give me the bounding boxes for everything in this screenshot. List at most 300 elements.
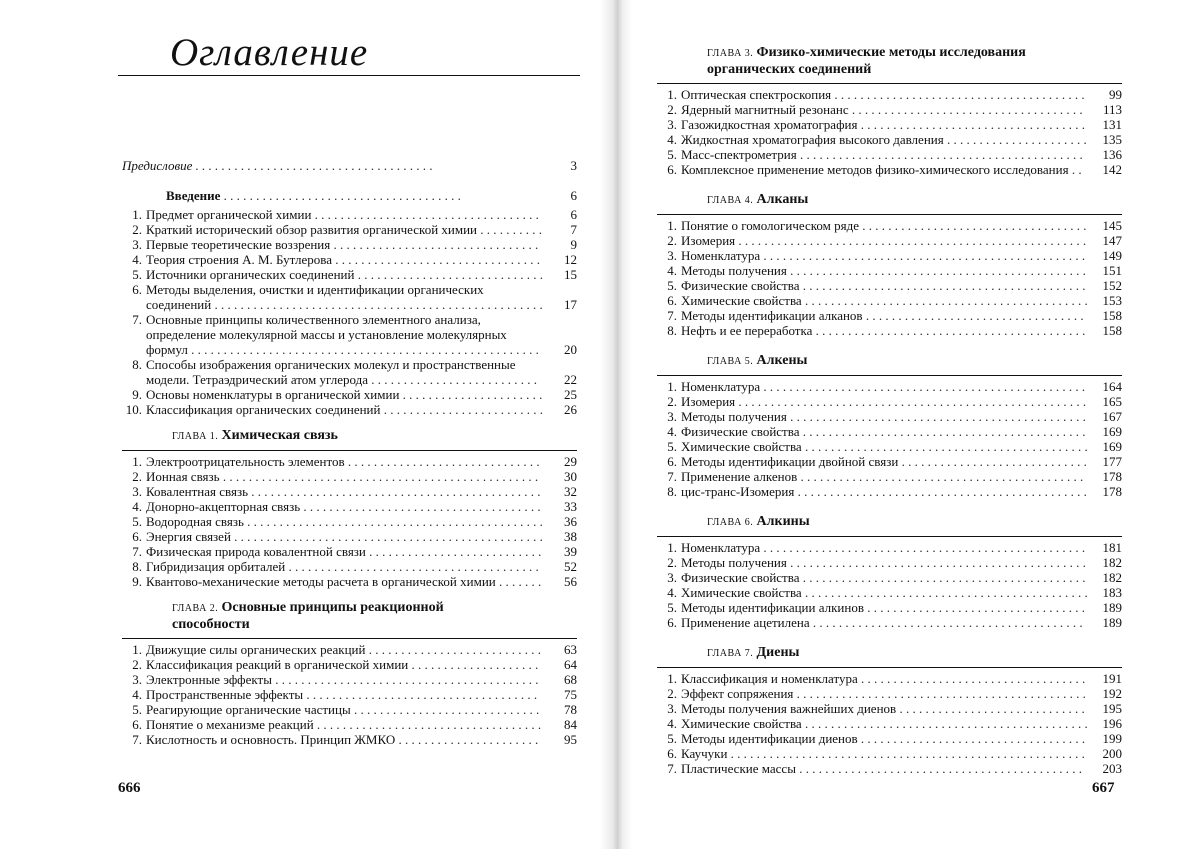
dot-leader: . . . . . . . . . . . . . . . . . . . . . . . . . . . . . . . . . . . . . . . . . . . .	[804, 439, 1088, 454]
toc-entry[interactable]	[657, 117, 1122, 132]
chapter-3-list	[657, 87, 1122, 177]
toc-entry[interactable]	[657, 162, 1122, 177]
toc-entry[interactable]	[657, 263, 1122, 278]
entry-title: Кислотность и основность. Принцип ЖМКО	[146, 732, 396, 747]
toc-entry[interactable]	[122, 499, 577, 514]
entry-page: 52	[564, 559, 577, 574]
toc-entry[interactable]	[657, 102, 1122, 117]
entry-number: 3.	[667, 117, 677, 132]
toc-entry[interactable]	[657, 409, 1122, 424]
entry-title: Движущие силы органических реакций	[146, 642, 366, 657]
chapter-5-rule	[657, 375, 1122, 376]
entry-number: 9.	[132, 574, 142, 589]
entry-title: Классификация реакций в органической химии	[146, 657, 409, 672]
toc-entry[interactable]	[657, 218, 1122, 233]
entry-title: Изомерия	[681, 233, 736, 248]
toc-entry[interactable]	[657, 469, 1122, 484]
entry-page: 189	[1102, 615, 1122, 630]
dot-leader: . . . . . . . . . . . . . . . . . . . . . . . . . . . . . . . . . . . . . . . . . . . . . . . . . .	[763, 248, 1086, 263]
dot-leader: . . . . . . . . . . . . . . . . . . . . . . . . . . . . . . . . . . .	[860, 731, 1086, 746]
entry-number: 5.	[667, 731, 677, 746]
page-title: Оглавление	[170, 31, 369, 74]
entry-number: 5.	[667, 600, 677, 615]
entry-page: 63	[564, 642, 577, 657]
chapter-1-rule	[122, 450, 577, 451]
entry-page: 192	[1102, 686, 1122, 701]
entry-number: 8.	[132, 357, 142, 372]
dot-leader: . . . . . . . . . . . . . . . . . . . . . . . . . . . . . . . . . . . . . . . . . . . . . . . . . . . . . . .	[730, 746, 1085, 761]
entry-title: Основные принципы количественного элементного анализа, определение молекулярной массы и установление молекулярных формул	[146, 312, 507, 357]
toc-entry[interactable]	[657, 454, 1122, 469]
toc-entry[interactable]	[657, 248, 1122, 263]
entry-title: Энергия связей	[146, 529, 231, 544]
title-rule	[118, 75, 580, 76]
preface-page: 3	[570, 158, 577, 173]
entry-page: 189	[1102, 600, 1122, 615]
toc-entry[interactable]	[657, 540, 1122, 555]
entry-number: 3.	[667, 570, 677, 585]
entry-title: Методы идентификации двойной связи	[681, 454, 899, 469]
entry-page: 164	[1102, 379, 1122, 394]
chapter-7-list	[657, 671, 1122, 776]
toc-entry[interactable]	[657, 147, 1122, 162]
toc-entry[interactable]	[122, 657, 577, 672]
toc-entry[interactable]	[122, 484, 577, 499]
entry-page: 38	[564, 529, 577, 544]
dot-leader: . . . . . . . . . . . . . . . . . . . . . . . . . . . . . . . . . . . . . . . . . . . .	[799, 147, 1083, 162]
entry-number: 7.	[132, 544, 142, 559]
toc-entry[interactable]	[657, 731, 1122, 746]
entry-page: 191	[1102, 671, 1122, 686]
entry-title: Пространственные эффекты	[146, 687, 304, 702]
toc-entry[interactable]	[122, 357, 577, 387]
entry-page: 169	[1102, 439, 1122, 454]
dot-leader: . . . . . . . . . . . . . . . . . . . . . . . . . . . . . . . . . . . . . . . . . .	[815, 323, 1086, 338]
toc-entry[interactable]	[657, 233, 1122, 248]
entry-number: 5.	[667, 439, 677, 454]
chapter-2-title: Основные принципы реакционной способности	[172, 600, 444, 632]
entry-number: 6.	[667, 746, 677, 761]
dot-leader: . . . . . . . . . . . . . . . . . . . . . . . . . . . . .	[357, 267, 543, 282]
entry-title: Первые теоретические воззрения	[146, 237, 331, 252]
entry-title: Ядерный магнитный резонанс	[681, 102, 849, 117]
toc-entry[interactable]	[122, 544, 577, 559]
toc-entry[interactable]	[657, 686, 1122, 701]
entry-number: 5.	[667, 278, 677, 293]
entry-title: Реагирующие органические частицы	[146, 702, 351, 717]
toc-entry[interactable]	[657, 761, 1122, 776]
dot-leader: . .	[1071, 162, 1082, 177]
entry-number: 1.	[667, 379, 677, 394]
dot-leader: . . . . . . . . . . . . . . . . . . . . . . . . . . . . . . . .	[333, 237, 539, 252]
toc-entry[interactable]	[657, 132, 1122, 147]
dot-leader: . . . . . . . . . . . . . . . . . . . . . . . . . . . . . . . . . . .	[314, 207, 539, 222]
dot-leader: . . . . . . . . . . . . . . . . . . . . . .	[946, 132, 1087, 147]
entry-page: 36	[564, 514, 577, 529]
entry-title: Гибридизация орбиталей	[146, 559, 286, 574]
entry-page: 195	[1102, 701, 1122, 716]
entry-number: 6.	[667, 293, 677, 308]
entry-title: Физические свойства	[681, 278, 800, 293]
entry-page: 29	[564, 454, 577, 469]
entry-page: 142	[1102, 162, 1122, 177]
dot-leader: . . . . . . . . . . . . . . . . . . . . . . . . . . . . . . . . . . .	[862, 218, 1087, 233]
entry-title: Изомерия	[681, 394, 736, 409]
entry-page: 12	[564, 252, 577, 267]
chapter-5-title: Алкены	[756, 353, 808, 368]
toc-entry[interactable]	[657, 555, 1122, 570]
toc-entry[interactable]	[122, 687, 577, 702]
entry-title: Ионная связь	[146, 469, 220, 484]
entry-page: 64	[564, 657, 577, 672]
chapter-4-list	[657, 218, 1122, 338]
entry-number: 2.	[667, 686, 677, 701]
dot-leader: . . . . . . . . . . . . . . . . . . . . . .	[402, 387, 543, 402]
entry-title: Физические свойства	[681, 570, 800, 585]
entry-number: 5.	[132, 514, 142, 529]
entry-number: 6.	[132, 717, 142, 732]
entry-title: Методы идентификации диенов	[681, 731, 858, 746]
dot-leader: . . . . . . . . . . . . . . . . . . . . . . . . . . . . . . . . . . .	[860, 117, 1085, 132]
dot-leader: . . . . . . . . . . . . . . . . . . . . . . . . . . . . . . . . . . . . . . . . . . . . .	[797, 484, 1087, 499]
entry-number: 2.	[132, 469, 142, 484]
chapter-3-title: Физико-химические методы исследования органических соединений	[707, 45, 1026, 77]
toc-entry[interactable]	[657, 746, 1122, 761]
entry-title: Классификация и номенклатура	[681, 671, 858, 686]
entry-number: 2.	[667, 102, 677, 117]
entry-page: 178	[1102, 484, 1122, 499]
entry-number: 4.	[132, 499, 142, 514]
entry-number: 7.	[132, 312, 142, 327]
chapter-4-title: Алканы	[756, 192, 809, 207]
entry-page: 152	[1102, 278, 1122, 293]
dot-leader: . . . . . . . . . . . . . . . . . . . . . . . . . .	[371, 372, 537, 387]
dot-leader: . . . . . . . . . . . . . . . . . . . . . . . . . . . . . . . . . . . . . . . . . . . .	[800, 469, 1084, 484]
toc-entry[interactable]	[122, 282, 577, 312]
entry-title: Физическая природа ковалентной связи	[146, 544, 366, 559]
entry-title: Эффект сопряжения	[681, 686, 794, 701]
entry-page: 149	[1102, 248, 1122, 263]
dot-leader: . . . . . . . . . . . . . . . . . . . . . . . . . . . . .	[353, 702, 540, 717]
entry-page: 153	[1102, 293, 1122, 308]
intro-page: 6	[570, 188, 577, 203]
entry-number: 4.	[132, 687, 142, 702]
chapter-7-label: ГЛАВА 7.	[707, 648, 754, 659]
left-toc	[122, 158, 577, 747]
toc-entry[interactable]	[122, 252, 577, 267]
toc-entry[interactable]	[657, 615, 1122, 630]
chapter-6-label: ГЛАВА 6.	[707, 517, 754, 528]
toc-entry[interactable]	[122, 514, 577, 529]
dot-leader: . . . . . . . . . . . . . . . . . . . . . . . . . . . . . . . . . . . .	[851, 102, 1083, 117]
dot-leader: . . . . . . . . . . . . . . . . . . . . . . . . . . . . . . . . . . . . .	[303, 499, 541, 514]
entry-number: 5.	[132, 702, 142, 717]
dot-leader: . . . . . . . . . . . . . . . . . . . .	[411, 657, 539, 672]
toc-entry[interactable]	[122, 559, 577, 574]
dot-leader: . . . . . . . . . . . . . . . . . . . . . . . . . . . . . . . . . . . . . . . . . . . .	[804, 716, 1088, 731]
entry-title: Предмет органической химии	[146, 207, 312, 222]
chapter-6-rule	[657, 536, 1122, 537]
entry-title: Водородная связь	[146, 514, 244, 529]
entry-number: 6.	[667, 162, 677, 177]
chapter-7-rule	[657, 667, 1122, 668]
entry-number: 2.	[132, 657, 142, 672]
entry-title: Нефть и ее переработка	[681, 323, 813, 338]
entry-page: 56	[564, 574, 577, 589]
intro-label: Введение	[166, 188, 221, 203]
entry-number: 1.	[132, 454, 142, 469]
toc-entry[interactable]	[122, 469, 577, 484]
entry-page: 6	[570, 207, 577, 222]
entry-page: 95	[564, 732, 577, 747]
entry-page: 9	[570, 237, 577, 252]
entry-number: 7.	[667, 469, 677, 484]
dot-leader: . . . . . . . . . . . . . . . . . . . . . . . . . . . . . . . . . . . . . . . . . . . . . .	[790, 555, 1086, 570]
entry-number: 4.	[667, 585, 677, 600]
entry-number: 6.	[667, 615, 677, 630]
chapter-5-label: ГЛАВА 5.	[707, 356, 754, 367]
toc-entry[interactable]	[657, 293, 1122, 308]
dot-leader: . . . . . . . . . . . . . . . . . . . . . . . . . . . . . . . . . . . .	[306, 687, 538, 702]
entry-number: 3.	[132, 484, 142, 499]
entry-page: 25	[564, 387, 577, 402]
dot-leader: . . . . . . . . . . . . . . . . . . . . . . . . . . . . . . . . . . . . . . .	[288, 559, 539, 574]
dot-leader: . . . . . . . . . . . . . . . . . . . . . . . . . . . . . . . . . . . . . . .	[834, 87, 1085, 102]
entry-number: 3.	[132, 237, 142, 252]
toc-entry[interactable]	[122, 387, 577, 402]
dot-leader: . . . . . . . . . . . . . . . . . . . . . . . . . . . . . . . . . . . . . . . . . . . . . . . . .	[222, 469, 539, 484]
entry-title: Ковалентная связь	[146, 484, 249, 499]
entry-title: Краткий исторический обзор развития органической химии	[146, 222, 478, 237]
entry-page: 20	[564, 342, 577, 357]
entry-number: 1.	[132, 642, 142, 657]
entry-page: 99	[1109, 87, 1122, 102]
entry-title: Основы номенклатуры в органической химии	[146, 387, 400, 402]
right-toc	[657, 44, 1122, 776]
entry-title: Пластические массы	[681, 761, 796, 776]
entry-page: 78	[564, 702, 577, 717]
dot-leader: . . . . . . . . . . . . . . . . . . . . . . . . . . . . . . . . . .	[865, 308, 1084, 323]
dot-leader: . . . . . . . . . . . . . . . . . . . . . . . . . . . . . . . . . . . . . . . . . . . . . . . .	[234, 529, 543, 544]
entry-title: Применение алкенов	[681, 469, 798, 484]
chapter-6-heading	[657, 513, 1122, 530]
preface-row[interactable]: Предисловие . . . . . . . . . . . . . . . . . . . . . . . . . . . . . . . . . . . . . 3	[122, 158, 577, 173]
entry-page: 158	[1102, 323, 1122, 338]
dot-leader: . . . . . . . . . . . . . . . . . . . . . . . . . . . . . . . .	[335, 252, 541, 267]
toc-entry[interactable]	[122, 402, 577, 417]
entry-page: 200	[1102, 746, 1122, 761]
entry-page: 26	[564, 402, 577, 417]
toc-entry[interactable]	[122, 312, 577, 357]
toc-entry[interactable]	[122, 642, 577, 657]
toc-entry[interactable]	[122, 454, 577, 469]
entry-page: 177	[1102, 454, 1122, 469]
chapter-2-rule	[122, 638, 577, 639]
chapter-6-title: Алкины	[756, 514, 810, 529]
entry-title: Теория строения А. М. Бутлерова	[146, 252, 333, 267]
entry-title: Химические свойства	[681, 439, 802, 454]
entry-page: 151	[1102, 263, 1122, 278]
entry-page: 196	[1102, 716, 1122, 731]
entry-title: Номенклатура	[681, 379, 761, 394]
toc-entry[interactable]	[122, 717, 577, 732]
entry-page: 17	[564, 297, 577, 312]
entry-title: Донорно-акцепторная связь	[146, 499, 301, 514]
entry-title: Понятие о механизме реакций	[146, 717, 314, 732]
dot-leader: . . . . . . . . . . . . . . . . . . . . . . . . . . . . . . . . . . . . . . . . . . . . . . . . . . . . . .	[738, 394, 1087, 409]
toc-entry[interactable]	[657, 308, 1122, 323]
dot-leader: . . . . . . . . . . . . . . . . . . . . . . . . . . . . . .	[347, 454, 540, 469]
intro-list	[122, 207, 577, 417]
entry-title: цис-транс-Изомерия	[681, 484, 795, 499]
entry-number: 8.	[132, 559, 142, 574]
entry-number: 2.	[667, 555, 677, 570]
dot-leader: . . . . . . . . . . . . . . . . . . . . . . . . . . . . .	[899, 701, 1085, 716]
chapter-2-label: ГЛАВА 2.	[172, 603, 219, 614]
toc-entry[interactable]	[122, 702, 577, 717]
entry-title: Методы получения	[681, 409, 787, 424]
toc-entry[interactable]	[122, 529, 577, 544]
entry-title: Каучуки	[681, 746, 728, 761]
intro-row[interactable]: Введение . . . . . . . . . . . . . . . . . . . . . . . . . . . . . . . . . . . . . 6	[166, 188, 577, 203]
toc-entry[interactable]	[122, 732, 577, 747]
preface-label: Предисловие	[122, 158, 193, 173]
entry-number: 7.	[667, 308, 677, 323]
entry-number: 10.	[125, 402, 142, 417]
entry-number: 2.	[132, 222, 142, 237]
entry-title: Электронные эффекты	[146, 672, 272, 687]
entry-title: Методы выделения, очистки и идентификации органических соединений	[146, 282, 484, 312]
chapter-7-heading	[657, 644, 1122, 661]
entry-title: Номенклатура	[681, 248, 761, 263]
toc-entry[interactable]	[122, 207, 577, 222]
entry-number: 8.	[667, 323, 677, 338]
entry-page: 182	[1102, 555, 1122, 570]
entry-title: Химические свойства	[681, 716, 802, 731]
toc-entry[interactable]	[657, 701, 1122, 716]
entry-number: 3.	[667, 701, 677, 716]
dot-leader: . . . . . . . . . . . . . . . . . . . . . . . . . . . . . . . . . . .	[316, 717, 542, 732]
entry-page: 169	[1102, 424, 1122, 439]
book-gutter	[600, 0, 632, 849]
entry-number: 1.	[132, 207, 142, 222]
dot-leader: . . . . . . . . . . . . . . . . . . . . . . . . . . . . . . . . . . . . . . . . . . . .	[799, 761, 1082, 776]
entry-number: 2.	[667, 233, 677, 248]
chapter-3-heading	[657, 44, 1122, 77]
dot-leader: . . . . . . . . . . . . . . . . . . . . . .	[398, 732, 539, 747]
entry-number: 6.	[667, 454, 677, 469]
left-folio: 666	[118, 780, 141, 796]
entry-page: 15	[564, 267, 577, 282]
chapter-3-label: ГЛАВА 3.	[707, 48, 754, 59]
entry-number: 6.	[132, 529, 142, 544]
entry-number: 3.	[667, 409, 677, 424]
toc-entry[interactable]	[657, 439, 1122, 454]
entry-page: 147	[1102, 233, 1122, 248]
entry-page: 158	[1102, 308, 1122, 323]
chapter-4-label: ГЛАВА 4.	[707, 195, 754, 206]
entry-title: Применение ацетилена	[681, 615, 810, 630]
dot-leader: . . . . . . . . . . . . . . . . . . . . . . . . . . . . . . . . . . . . . . . . . . . . . . . . . . .	[214, 297, 543, 312]
entry-page: 32	[564, 484, 577, 499]
entry-number: 1.	[667, 540, 677, 555]
entry-number: 5.	[132, 267, 142, 282]
entry-title: Газожидкостная хроматография	[681, 117, 858, 132]
chapter-1-title: Химическая связь	[221, 428, 338, 443]
toc-entry[interactable]	[657, 484, 1122, 499]
entry-title: Методы получения	[681, 263, 787, 278]
toc-entry[interactable]	[657, 570, 1122, 585]
entry-page: 131	[1102, 117, 1122, 132]
entry-number: 3.	[667, 248, 677, 263]
entry-page: 136	[1102, 147, 1122, 162]
entry-number: 5.	[667, 147, 677, 162]
entry-title: Способы изображения органических молекул и пространственные модели. Тетраэдрический атом углерода	[146, 357, 516, 387]
entry-page: 113	[1102, 102, 1122, 117]
entry-number: 4.	[667, 263, 677, 278]
dot-leader: . . . . . . . . . . . . . . . . . . . . . . . . .	[383, 402, 543, 417]
entry-title: Понятие о гомологическом ряде	[681, 218, 859, 233]
toc-entry[interactable]	[657, 87, 1122, 102]
dot-leader: . . . . . . . . . . . . . . . . . . . . . . . . . . . . . . . . . . . . . . . . . . . . . .	[247, 514, 543, 529]
entry-title: Электроотрицательность элементов	[146, 454, 345, 469]
dot-leader: . . . . . . . . . . . . . . . . . . . . . . . . . . . . . . . . . . . . . . . . . . . . .	[251, 484, 541, 499]
entry-number: 4.	[667, 132, 677, 147]
entry-page: 7	[570, 222, 577, 237]
entry-page: 181	[1102, 540, 1122, 555]
chapter-4-rule	[657, 214, 1122, 215]
toc-entry[interactable]	[657, 585, 1122, 600]
dot-leader: . . . . . . . . . . . . . . . . . . . . . . . . . . . . . . . . . . . . . . . . . . . .	[802, 424, 1086, 439]
chapter-2-heading	[122, 599, 577, 632]
toc-entry[interactable]	[122, 672, 577, 687]
toc-entry[interactable]	[657, 278, 1122, 293]
entry-title: Физические свойства	[681, 424, 800, 439]
toc-entry[interactable]	[657, 716, 1122, 731]
toc-entry[interactable]	[122, 574, 577, 589]
toc-entry[interactable]	[122, 222, 577, 237]
toc-entry[interactable]	[657, 323, 1122, 338]
dot-leader: . . . . . . . . . . . . . . . . . . . . . . . . . . . . . . . . . .	[867, 600, 1085, 615]
chapter-2-list	[122, 642, 577, 747]
entry-page: 39	[564, 544, 577, 559]
toc-entry[interactable]	[657, 600, 1122, 615]
dot-leader: . . . . . . . . . . . . . . . . . . . . . . . . . . . . . . . . . . . . . . . . . . . . . . . . . .	[763, 540, 1086, 555]
dot-leader: . . . . . . . . . . . . . . . . . . . . . . . . . . . . .	[901, 454, 1087, 469]
entry-page: 33	[564, 499, 577, 514]
chapter-1-heading	[122, 427, 577, 444]
entry-title: Оптическая спектроскопия	[681, 87, 832, 102]
entry-page: 203	[1102, 761, 1122, 776]
entry-page: 30	[564, 469, 577, 484]
entry-number: 8.	[667, 484, 677, 499]
chapter-1-label: ГЛАВА 1.	[172, 431, 219, 442]
dot-leader: . . . . . . . . . . . . . . . . . . . . . . . . . . . . . . . . . . . . . . . . . .	[812, 615, 1083, 630]
entry-title: Номенклатура	[681, 540, 761, 555]
dot-leader: . . . . . . . . . . . . . . . . . . . . . . . . . . .	[368, 642, 541, 657]
entry-number: 6.	[132, 282, 142, 297]
toc-entry[interactable]	[657, 379, 1122, 394]
toc-entry[interactable]	[122, 267, 577, 282]
toc-entry[interactable]	[657, 394, 1122, 409]
entry-number: 7.	[667, 761, 677, 776]
entry-page: 22	[564, 372, 577, 387]
toc-entry[interactable]	[657, 671, 1122, 686]
entry-page: 178	[1102, 469, 1122, 484]
toc-entry[interactable]	[122, 237, 577, 252]
entry-number: 1.	[667, 671, 677, 686]
toc-entry[interactable]	[657, 424, 1122, 439]
